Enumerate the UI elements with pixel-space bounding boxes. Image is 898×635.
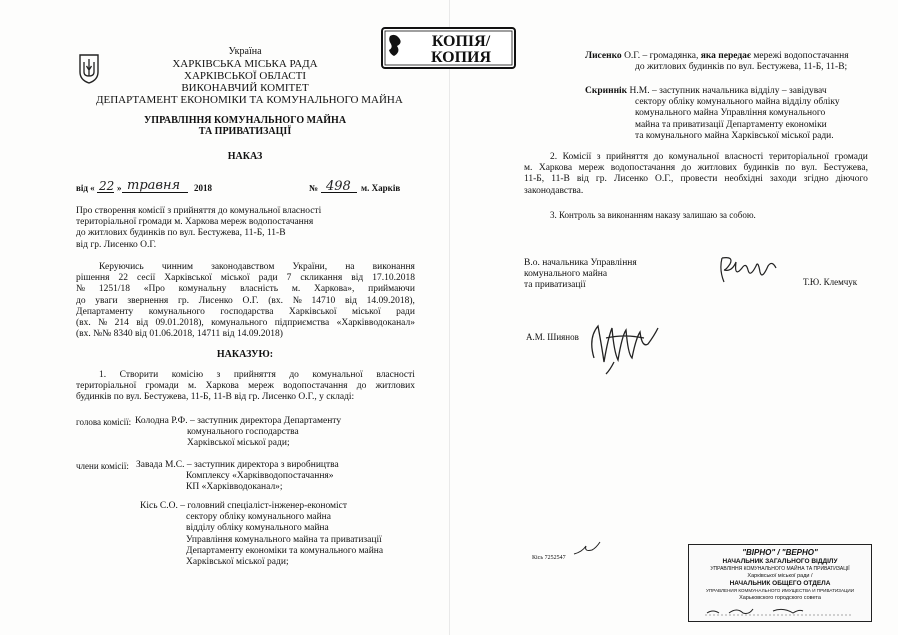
word: від (576, 174, 589, 185)
word: на (345, 262, 355, 272)
preamble (76, 262, 415, 340)
coat-of-arms-icon (78, 54, 100, 84)
member-line: КП «Харківводоканал»; (186, 482, 283, 493)
word: провести (680, 174, 718, 185)
date-prefix: від « (76, 183, 95, 193)
signatory-name: Т.Ю. Клемчук (803, 277, 858, 287)
administration-title-1: УПРАВЛІННЯ КОМУНАЛЬНОГО МАЙНА (143, 115, 347, 126)
member-name: Скриннік (585, 86, 628, 96)
stamp-line: НАЧАЛЬНИК ОБЩЕГО ОТДЕЛА (729, 580, 831, 587)
stamp-line: НАЧАЛЬНИК ЗАГАЛЬНОГО ВІДДІЛУ (722, 558, 838, 565)
stamp-line: УПРАВЛЕНИЯ КОММУНАЛЬНОГО ИМУЩЕСТВА И ПРИВАТИЗАЦИИ (705, 588, 855, 593)
member-skrynnik (585, 86, 840, 142)
word: з (596, 152, 601, 162)
member-role-emphasis: яка передає (700, 51, 752, 61)
word: 14710 (311, 295, 336, 306)
word: від (351, 273, 364, 284)
word: 11-Б, (524, 174, 545, 185)
member-line: Кісь С.О. – головний спеціаліст-інженер-економіст (140, 501, 348, 511)
word: 2. (550, 152, 558, 162)
stamp-line: "ВІРНО" / "ВЕРНО" (742, 548, 818, 557)
word: Лисенко (613, 174, 648, 185)
preamble-line (76, 273, 415, 284)
members-label: члени комісії: (76, 461, 129, 471)
head-member-line: комунального господарства (187, 427, 299, 438)
word: комунальної (312, 370, 363, 380)
word: чинним (161, 262, 193, 272)
member-line: майна та приватизації Департаменту економіки (635, 119, 827, 130)
word: громади (834, 152, 868, 162)
item-2-line (524, 152, 868, 163)
copy-stamp-line2: КОПИЯ (430, 49, 492, 66)
stamp-line: Харківської міської ради / (747, 573, 813, 579)
word: 22 (118, 273, 128, 284)
word: уваги (95, 295, 118, 306)
subject-line: до житлових будинків по вул. Бестужева, 11-Б, 11-В (76, 228, 286, 239)
word: заходи (769, 174, 797, 185)
signatory-position (524, 258, 637, 292)
word: до (76, 295, 86, 306)
certification-stamp (688, 544, 872, 622)
word: власності (376, 370, 415, 380)
word: міської (351, 306, 381, 317)
word: виконання (372, 262, 415, 272)
word: (вх. (268, 295, 284, 306)
head-member-line: Колодна Р.Ф. – заступник директора Департаменту (135, 416, 342, 426)
word: м. (187, 381, 197, 392)
item-2-line (524, 163, 868, 174)
member-line: до житлових будинків по вул. Бестужева, 11-Б, 11-В; (635, 62, 848, 73)
word: скликання (300, 273, 343, 284)
date-year: 2018 (194, 183, 212, 193)
item-1 (76, 370, 415, 404)
preamble-line (76, 318, 415, 329)
initials-mark (572, 540, 602, 558)
word: законодавством (211, 262, 275, 272)
word: до (356, 381, 367, 392)
word: територіальної (768, 152, 830, 162)
signatory-line: та приватизації (524, 280, 586, 291)
word: Створити (119, 370, 159, 380)
word: від (136, 318, 149, 329)
word: необхідні (724, 174, 763, 185)
word: О.Г. (242, 295, 259, 306)
order-number-underline (321, 192, 357, 193)
item-2-line: законодавства. (524, 185, 584, 196)
word: рішення (76, 273, 110, 284)
preamble-line (76, 307, 415, 318)
header-department: ДЕПАРТАМЕНТ ЕКОНОМІКИ ТА КОМУНАЛЬНОГО МАЙНА (96, 94, 403, 106)
word: до (289, 370, 299, 380)
order-subject (76, 206, 321, 251)
word: мереж (578, 163, 605, 174)
word: 1. (99, 370, 107, 380)
word: від (344, 295, 357, 306)
word: комунального (148, 306, 205, 317)
word: господарства (220, 306, 274, 317)
word: міської (220, 273, 250, 284)
signature-executor (584, 318, 662, 376)
stamp-handwriting (703, 603, 853, 617)
word: 1251/18 (98, 284, 130, 295)
word: Комісії (562, 152, 592, 162)
stamp-line: УПРАВЛІННЯ КОМУНАЛЬНОГО МАЙНА ТА ПРИВАТИЗАЦІЇ (710, 566, 850, 572)
word: м. (524, 163, 533, 174)
word: до (653, 152, 664, 162)
word: Харківської (288, 306, 337, 317)
member-name: Лисенко (585, 51, 622, 61)
member-kis (140, 501, 383, 568)
date-month: травня (127, 178, 181, 193)
subject-line: Про створення комісії з прийняття до комунальної власності (76, 206, 322, 216)
item-2 (524, 152, 868, 197)
word: Харкова (205, 381, 239, 392)
word: О.Г., (655, 174, 674, 185)
word: Лисенко (198, 295, 233, 306)
header-committee: ВИКОНАВЧИЙ КОМІТЕТ (181, 82, 309, 94)
order-word: НАКАЗУЮ: (216, 349, 274, 360)
document-type: НАКАЗ (227, 151, 263, 162)
item-1-line (76, 381, 415, 392)
signatory-line: В.о. начальника Управління (524, 258, 637, 268)
word: звернення (127, 295, 169, 306)
word: будинків (743, 163, 779, 174)
head-label: голова комісії: (76, 417, 132, 427)
number-label: № (309, 183, 319, 193)
word: житлових (375, 381, 415, 392)
preamble-line: (вх. №№ 8340 від 01.06.2018, 14711 від 14.09.2018) (76, 329, 283, 340)
word: 7 (286, 273, 292, 284)
word: мереж (248, 381, 274, 392)
member-role: О.Г. – громадянка, (621, 51, 701, 61)
page-fold-line (449, 0, 450, 635)
word: гр. (595, 174, 607, 185)
item-1-line: будинків по вул. Бестужева, 11-Б, 11-В від гр. Лисенко О.Г., у складі: (76, 392, 355, 403)
member-role: Н.М. – заступник начальника відділу – завідувач (627, 86, 827, 96)
head-member (135, 416, 341, 450)
word: Харкова», (313, 284, 355, 295)
member-line: сектору обліку комунального майна (186, 512, 331, 523)
word: водопостачання (283, 381, 348, 392)
word: водопостачання (610, 163, 676, 174)
word: власність (240, 284, 279, 295)
word: 17.10.2018 (372, 273, 415, 284)
word: до (681, 163, 692, 174)
member-line: Харківської міської ради; (186, 557, 289, 568)
word: згідно (803, 174, 829, 185)
word: вул. (801, 163, 818, 174)
word: приймаючи (368, 284, 415, 295)
date-day: 22 (99, 179, 115, 193)
word: 14.09.2018), (366, 295, 415, 306)
item-1-line (76, 370, 415, 381)
word: підприємства (274, 318, 330, 329)
word: № (76, 284, 86, 295)
registration-number: Кісь 7252547 (532, 555, 566, 561)
word: комунального (211, 318, 268, 329)
signature-head (716, 254, 782, 288)
word: прийняття (606, 152, 649, 162)
word: Керуючись (99, 262, 144, 272)
word: гр. (178, 295, 190, 306)
member-line: сектору обліку комунального майна відділу обліку (635, 97, 840, 108)
member-line: комунального майна Управління комунального (635, 108, 826, 119)
date-middle: » (117, 183, 122, 193)
word: по (785, 163, 796, 174)
subject-line: від гр. Лисенко О.Г. (76, 239, 157, 250)
word: прийняття (233, 370, 276, 380)
item-2-line (524, 174, 868, 185)
member-line: та комунального майна Харківської міської ради. (635, 130, 834, 141)
copy-stamp-line1: КОПІЯ/ (431, 33, 491, 50)
subject-line: територіальної громади м. Харкова мереж водопостачання (76, 217, 314, 228)
word: сесії (137, 273, 156, 284)
word: з (216, 370, 221, 380)
word: комунальну (178, 284, 227, 295)
member-lysenko (585, 51, 849, 73)
word: (вх. (76, 318, 91, 329)
word: 11-В (551, 174, 570, 185)
administration-title-2: ТА ПРИВАТИЗАЦІЇ (198, 126, 292, 137)
preamble-line (76, 296, 415, 307)
member-line: відділу обліку комунального майна (186, 523, 329, 534)
member-zavada (136, 460, 339, 494)
header-council: ХАРКІВСЬКА МІСЬКА РАДА (172, 58, 318, 70)
signatory-line: комунального майна (524, 269, 608, 280)
date-day-underline (97, 192, 114, 193)
word: діючого (835, 174, 868, 185)
executor-name: А.М. Шиянов (526, 332, 579, 342)
word: ради (258, 273, 278, 284)
item-3: 3. Контроль за виконанням наказу залишаю за собою. (550, 210, 756, 220)
word: громади (145, 381, 179, 392)
copy-stamp (381, 26, 516, 70)
word: 09.01.2018), (155, 318, 204, 329)
word: Департаменту (76, 306, 134, 317)
preamble-line (76, 262, 415, 273)
stamp-line: Харьковского городского совета (739, 595, 821, 601)
member-line: Завада М.С. – заступник директора з виробництва (136, 460, 339, 470)
word: житлових (697, 163, 738, 174)
member-line: Управління комунального майна та приватизації (186, 534, 382, 545)
word: «Харківводоканал» (336, 318, 415, 329)
word: № (292, 295, 302, 306)
date-month-underline (122, 192, 188, 193)
header-country: Україна (228, 46, 262, 57)
member-line: Департаменту економіки та комунального майна (186, 545, 384, 556)
word: № (98, 318, 108, 329)
word: територіальної (76, 381, 137, 392)
word: комунальної (668, 152, 720, 162)
word: ради (396, 306, 415, 317)
word: Харкова (538, 163, 573, 174)
word: України, (292, 262, 328, 272)
word: 214 (114, 318, 129, 329)
member-line: Комплексу «Харківводопостачання» (186, 471, 334, 482)
member-role: мережі водопостачання (751, 51, 849, 61)
word: комісію (171, 370, 204, 380)
preamble-line (76, 284, 415, 295)
word: власності (724, 152, 764, 162)
word: Бестужева, (823, 163, 868, 174)
word: м. (291, 284, 301, 295)
order-number: 498 (326, 179, 351, 194)
order-city: м. Харків (361, 183, 401, 193)
word: «Про (143, 284, 165, 295)
header-region: ХАРКІВСЬКОЇ ОБЛАСТІ (184, 70, 306, 82)
word: Харківської (164, 273, 212, 284)
head-member-line: Харківської міської ради; (187, 438, 290, 449)
